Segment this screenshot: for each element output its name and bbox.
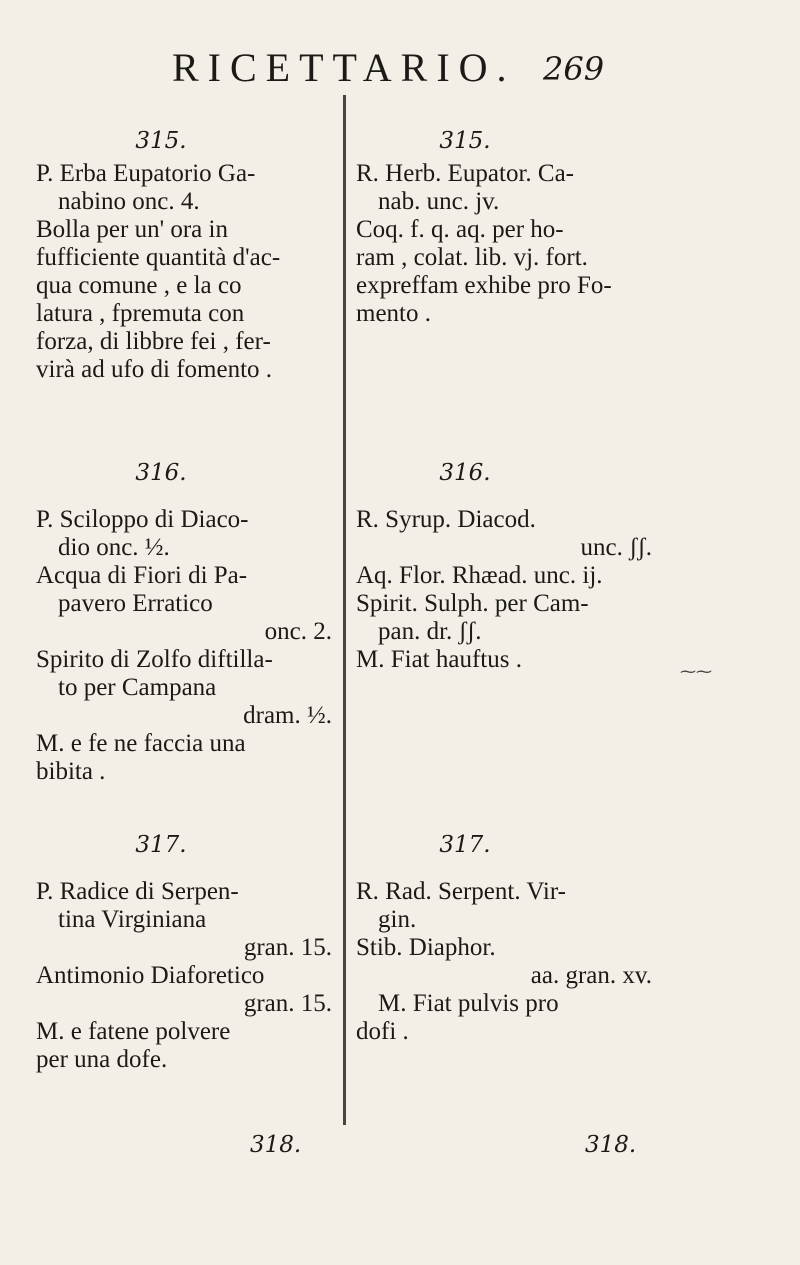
recipe-line: forza, di libbre fei , fer-	[36, 328, 271, 355]
recipe-line: pavero Erratico	[58, 590, 213, 617]
recipe-line: per una dofe.	[36, 1046, 168, 1073]
recipe-line: M. Fiat hauftus .	[356, 646, 522, 673]
recipe-line: Spirit. Sulph. per Cam-	[356, 590, 589, 617]
catchword-right: 318.	[585, 1132, 637, 1158]
recipe-line: dio onc. ½.	[58, 534, 170, 561]
recipe-line: M. e fatene polvere	[36, 1018, 231, 1045]
recipe-line: expreffam exhibe pro Fo-	[356, 272, 612, 299]
recipe-line: R. Rad. Serpent. Vir-	[356, 878, 567, 905]
recipe-number: 315.	[439, 128, 491, 154]
recipe-line: bibita .	[36, 758, 106, 785]
recipe-line: virà ad ufo di fomento .	[36, 356, 273, 383]
recipe-line: dofi .	[356, 1018, 409, 1045]
recipe-entry-latin	[356, 128, 656, 328]
recipe-line: R. Herb. Eupator. Ca-	[356, 160, 575, 187]
recipe-line: gran. 15.	[243, 990, 332, 1017]
recipe-line: M. Fiat pulvis pro	[378, 990, 559, 1017]
recipe-line: P. Erba Eupatorio Ga-	[36, 160, 256, 187]
recipe-number: 315.	[135, 128, 187, 154]
page-number: 269	[543, 50, 605, 88]
recipe-entry-latin	[356, 832, 656, 1046]
running-header	[0, 44, 800, 94]
recipe-number: 316.	[135, 460, 187, 486]
recipe-line: R. Syrup. Diacod.	[356, 506, 536, 533]
recipe-entry-latin	[356, 460, 656, 674]
catchword-left: 318.	[250, 1132, 302, 1158]
recipe-line: M. e fe ne faccia una	[36, 730, 246, 757]
recipe-line: gran. 15.	[243, 934, 332, 961]
recipe-line: to per Campana	[58, 674, 217, 701]
header-title: RICETTARIO.	[172, 45, 516, 90]
recipe-line: fufficiente quantità d'ac-	[36, 244, 281, 271]
recipe-number: 316.	[439, 460, 491, 486]
recipe-line: nab. unc. jv.	[378, 188, 500, 215]
recipe-line: P. Sciloppo di Diaco-	[36, 506, 249, 533]
recipe-line: pan. dr. ʃʃ.	[378, 618, 482, 645]
recipe-number: 317.	[135, 832, 187, 858]
recipe-line: gin.	[378, 906, 417, 933]
ornament-icon: ⁓⁓	[680, 662, 712, 681]
recipe-line: Bolla per un' ora in	[36, 216, 228, 243]
recipe-entry-italian	[36, 460, 336, 786]
recipe-line: unc. ʃʃ.	[580, 534, 652, 561]
recipe-line: onc. 2.	[264, 618, 332, 645]
recipe-line: aa. gran. xv.	[530, 962, 652, 989]
recipe-line: nabino onc. 4.	[58, 188, 200, 215]
recipe-entry-italian	[36, 832, 336, 1074]
recipe-line: tina Virginiana	[58, 906, 207, 933]
recipe-line: Stib. Diaphor.	[356, 934, 496, 961]
recipe-line: mento .	[356, 300, 431, 327]
recipe-line: Antimonio Diaforetico	[36, 962, 265, 989]
recipe-line: ram , colat. lib. vj. fort.	[356, 244, 588, 271]
recipe-entry-italian	[36, 128, 336, 384]
recipe-line: latura , fpremuta con	[36, 300, 245, 327]
recipe-line: P. Radice di Serpen-	[36, 878, 239, 905]
recipe-line: Acqua di Fiori di Pa-	[36, 562, 248, 589]
recipe-line: dram. ½.	[243, 702, 332, 729]
recipe-line: Aq. Flor. Rhæad. unc. ij.	[356, 562, 603, 589]
recipe-line: Coq. f. q. aq. per ho-	[356, 216, 564, 243]
recipe-line: Spirito di Zolfo diftilla-	[36, 646, 273, 673]
recipe-number: 317.	[439, 832, 491, 858]
column-divider	[343, 95, 346, 1125]
recipe-line: qua comune , e la co	[36, 272, 242, 299]
